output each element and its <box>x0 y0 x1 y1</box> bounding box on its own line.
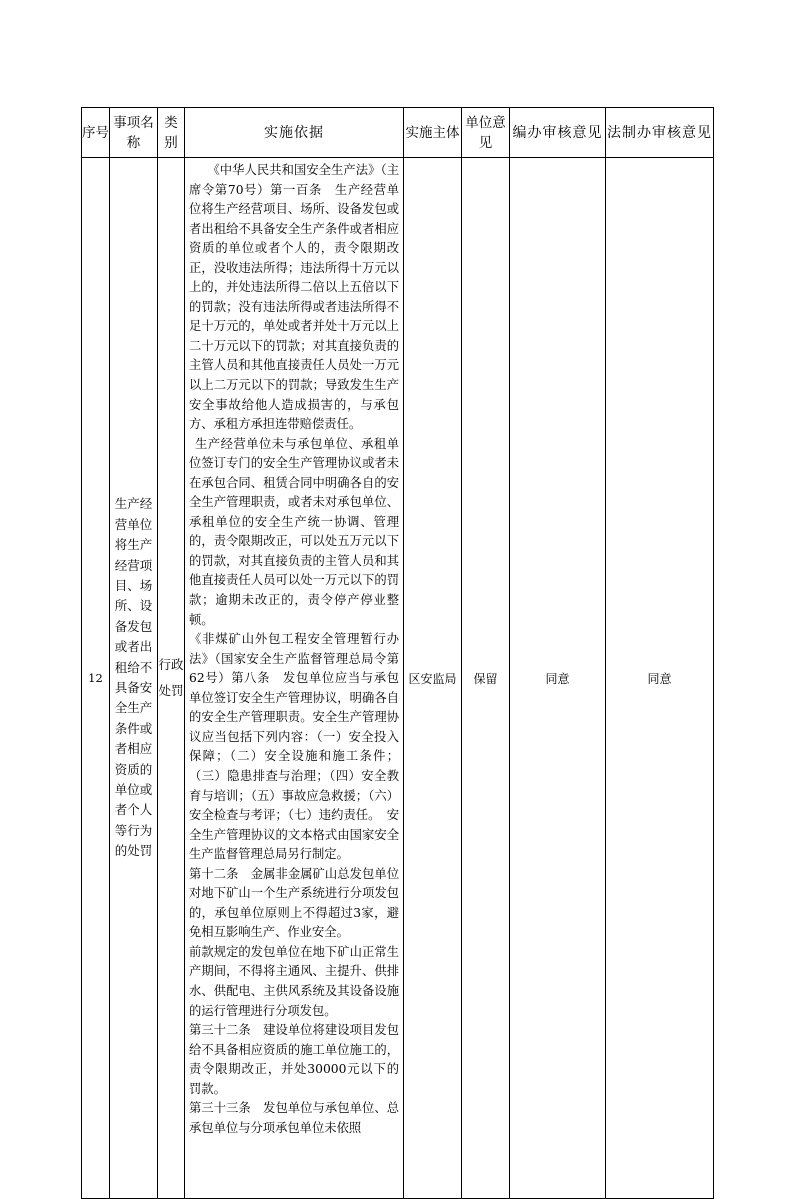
row-legal-opinion: 同意 <box>606 158 714 1199</box>
authority-table <box>81 107 714 1199</box>
table-row <box>82 158 714 1199</box>
basis-paragraph: 第十二条 金属非金属矿山总发包单位对地下矿山一个生产系统进行分项发包的，承包单位原则上不得超过3家，避免相互影响生产、作业安全。 <box>189 866 399 940</box>
row-unit-opinion: 保留 <box>462 158 510 1199</box>
row-staffing-opinion: 同意 <box>510 158 606 1199</box>
row-item-name: 生产经营单位将生产经营项目、场所、设备发包或者出租给不具备安全生产条件或者相应资质的单位或者个人等行为的处罚 <box>110 158 158 1199</box>
basis-paragraph: 《非煤矿山外包工程安全管理暂行办法》（国家安全生产监督管理总局令第62号）第八条 发包单位应当与承包单位签订安全生产管理协议，明确各自的安全生产管理职责。安全生产管理协议应当包括下列内容：（一）安全投入保障；（二）安全设施和施工条件；（三）隐患排查与治理；（四）安全教育与培训；（五）事故应急救援；（六）安全检查与考评；（七）违约责任。 安全生产管理协议的文本格式由国家安全生产监督管理总局另行制定。 <box>189 632 399 862</box>
header-subject: 实施主体 <box>404 108 462 158</box>
row-subject: 区安监局 <box>404 158 462 1199</box>
basis-paragraph: 第三十三条 发包单位与承包单位、总承包单位与分项承包单位未依照 <box>189 1101 399 1135</box>
header-basis: 实施依据 <box>185 108 404 158</box>
basis-text <box>185 158 403 1196</box>
header-category: 类别 <box>158 108 185 158</box>
header-item-name: 事项名称 <box>110 108 158 158</box>
basis-paragraph: 前款规定的发包单位在地下矿山正常生产期间，不得将主通风、主提升、供排水、供配电、主供风系统及其设备设施的运行管理进行分项发包。 <box>189 944 399 1018</box>
basis-paragraph: 生产经营单位未与承包单位、承租单位签订专门的安全生产管理协议或者未在承包合同、租赁合同中明确各自的安全生产管理职责，或者未对承包单位、承租单位的安全生产统一协调、管理的，责令限期改正，可以处五万元以下的罚款，对其直接负责的主管人员和其他直接责任人员可以处一万元以下的罚款；逾期未改正的，责令停产停业整顿。 <box>189 436 399 627</box>
header-row <box>82 108 714 158</box>
header-unit-opinion: 单位意见 <box>462 108 510 158</box>
basis-paragraph: 《中华人民共和国安全生产法》（主席令第70号）第一百条 生产经营单位将生产经营项目、场所、设备发包或者出租给不具备安全生产条件或者相应资质的单位或者个人的，责令限期改正，没收违法所得；违法所得十万元以上的，并处违法所得二倍以上五倍以下的罚款；没有违法所得或者违法所得不足十万元的，单处或者并处十万元以上二十万元以下的罚款；对其直接负责的主管人员和其他直接责任人员处一万元以上二万元以下的罚款；导致发生生产安全事故给他人造成损害的，与承包方、承租方承担连带赔偿责任。 <box>189 163 399 432</box>
header-staffing-opinion: 编办审核意见 <box>510 108 606 158</box>
header-legal-opinion: 法制办审核意见 <box>606 108 714 158</box>
row-category: 行政处罚 <box>158 158 185 1199</box>
row-basis <box>185 158 404 1199</box>
header-seq: 序号 <box>82 108 110 158</box>
basis-paragraph: 第三十二条 建设单位将建设项目发包给不具备相应资质的施工单位施工的，责令限期改正，并处30000元以下的罚款。 <box>189 1023 399 1096</box>
row-seq: 12 <box>82 158 110 1199</box>
